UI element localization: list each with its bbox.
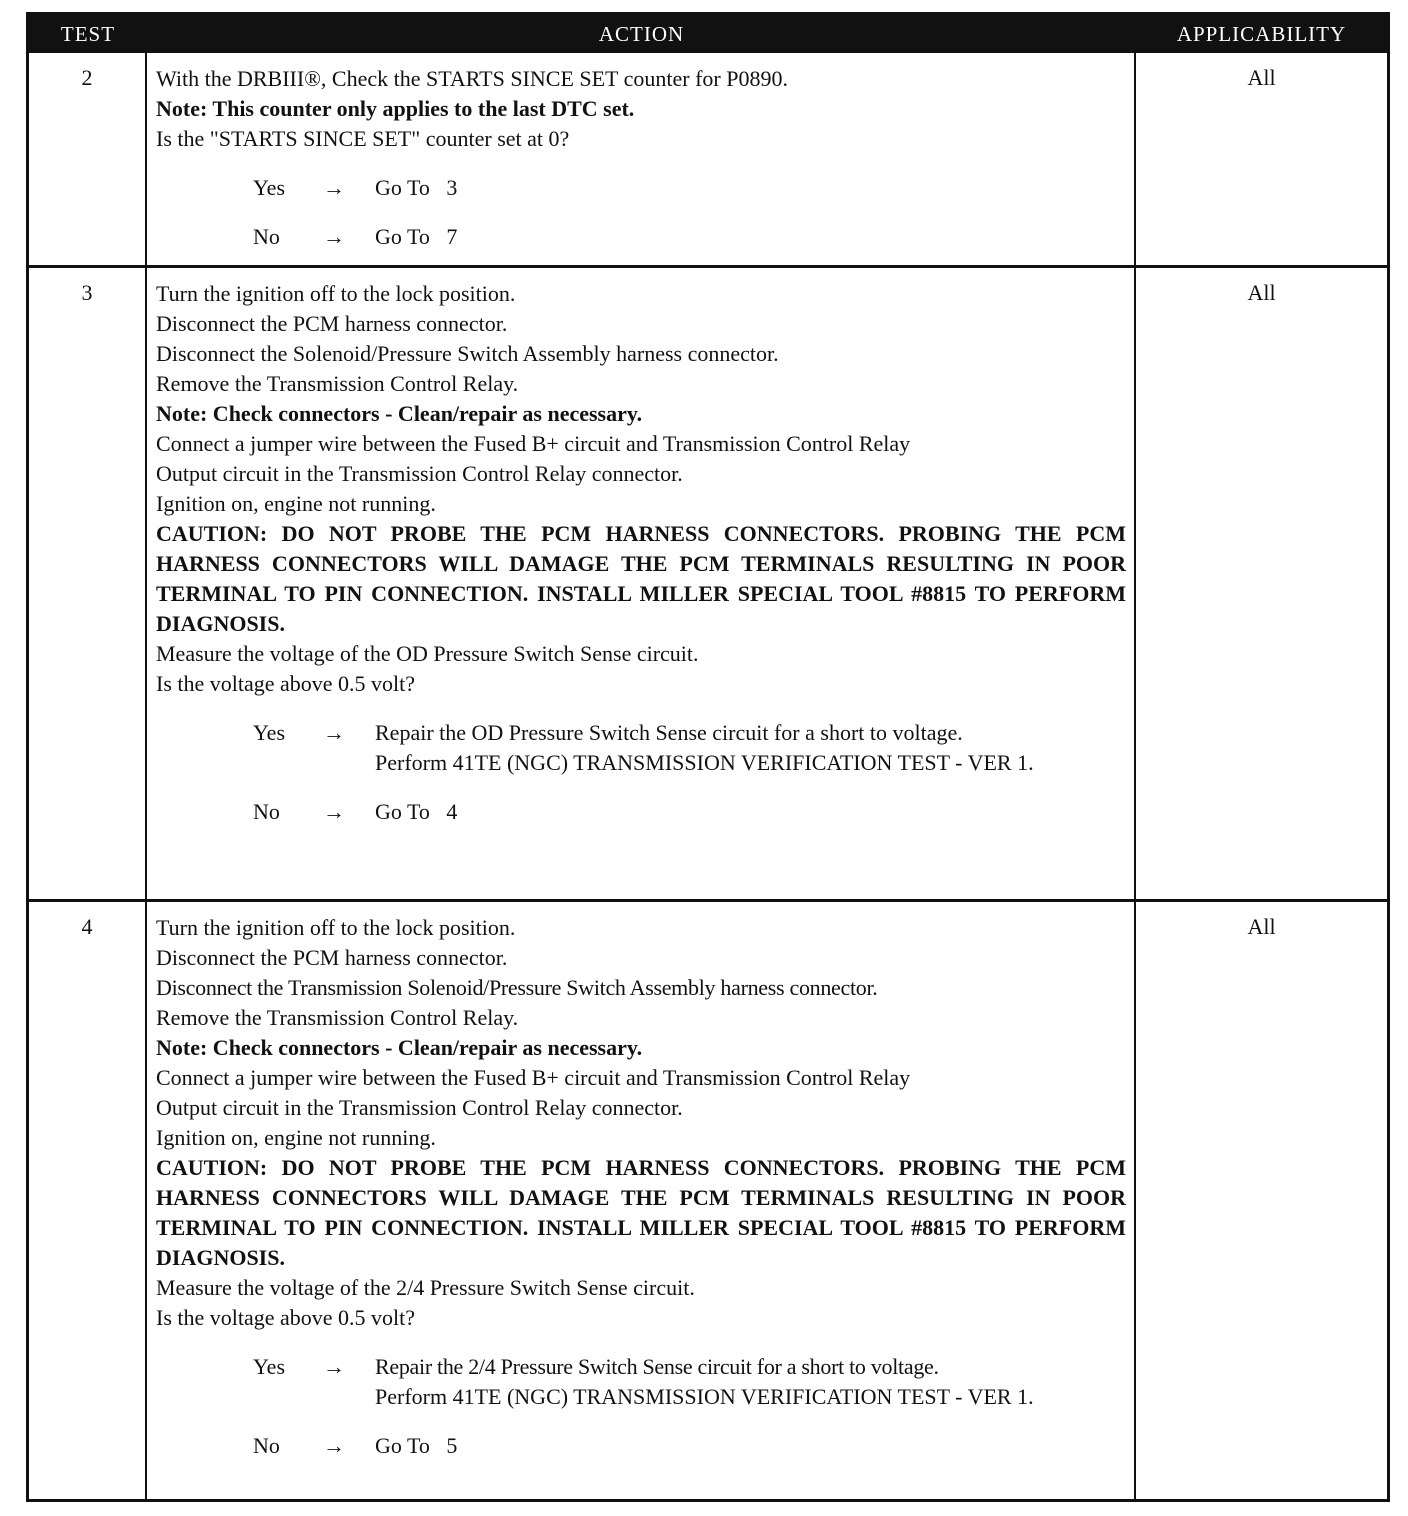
action-cell xyxy=(147,53,1136,265)
action-line: Measure the voltage of the OD Pressure Switch Sense circuit. xyxy=(156,641,699,666)
action-line: Connect a jumper wire between the Fused B+ circuit and Transmission Control Relay xyxy=(156,431,911,456)
note-line: Note: Check connectors - Clean/repair as necessary. xyxy=(156,401,643,426)
arrow-icon: → xyxy=(323,224,345,249)
yes-label: Yes xyxy=(253,1354,286,1379)
yes-label: Yes xyxy=(253,175,286,200)
no-text: Go To 5 xyxy=(375,1433,458,1458)
action-line: Output circuit in the Transmission Control Relay connector. xyxy=(156,1095,683,1120)
question-line: Is the "STARTS SINCE SET" counter set at 0? xyxy=(156,126,570,151)
caution-block: CAUTION: DO NOT PROBE THE PCM HARNESS CONNECTORS. PROBING THE PCM HARNESS CONNECTORS WILL DAMAGE THE PCM TERMINALS RESULTING IN POOR TERMINAL TO PIN CONNECTION. INSTALL MILLER SPECIAL TOOL #8815 TO PERFORM DIAGNOSIS. xyxy=(156,1155,1126,1270)
no-label: No xyxy=(253,799,280,824)
header-test: TEST xyxy=(60,22,116,46)
test-number: 2 xyxy=(29,53,147,265)
no-text: Go To 7 xyxy=(375,224,458,249)
action-line: Disconnect the Transmission Solenoid/Pressure Switch Assembly harness connector. xyxy=(156,975,878,1000)
table-header xyxy=(29,15,1387,53)
arrow-icon: → xyxy=(323,720,345,745)
action-line: Turn the ignition off to the lock position. xyxy=(156,281,516,306)
table-row-test-3 xyxy=(29,265,1387,899)
no-outcome xyxy=(156,1431,1126,1461)
diagnostic-table xyxy=(26,12,1390,1502)
question-line: Is the voltage above 0.5 volt? xyxy=(156,671,416,696)
yes-text: Repair the 2/4 Pressure Switch Sense circuit for a short to voltage. Perform 41TE (NGC) TRANSMISSION VERIFICATION TEST - VER 1. xyxy=(375,1354,1034,1409)
no-text: Go To 4 xyxy=(375,799,458,824)
action-line: Turn the ignition off to the lock position. xyxy=(156,915,516,940)
header-applicability: APPLICABILITY xyxy=(1176,22,1347,46)
action-line: Disconnect the Solenoid/Pressure Switch Assembly harness connector. xyxy=(156,341,779,366)
applicability-value: All xyxy=(1247,914,1276,939)
no-outcome xyxy=(156,797,1126,827)
action-line: Measure the voltage of the 2/4 Pressure Switch Sense circuit. xyxy=(156,1275,695,1300)
test-number: 4 xyxy=(29,902,147,1499)
applicability-value: All xyxy=(1247,65,1276,90)
action-line: Remove the Transmission Control Relay. xyxy=(156,371,519,396)
test-number: 3 xyxy=(29,268,147,899)
yes-outcome xyxy=(156,718,1126,778)
no-outcome xyxy=(156,222,1126,252)
caution-block: CAUTION: DO NOT PROBE THE PCM HARNESS CONNECTORS. PROBING THE PCM HARNESS CONNECTORS WILL DAMAGE THE PCM TERMINALS RESULTING IN POOR TERMINAL TO PIN CONNECTION. INSTALL MILLER SPECIAL TOOL #8815 TO PERFORM DIAGNOSIS. xyxy=(156,521,1126,636)
no-label: No xyxy=(253,224,280,249)
action-line: Ignition on, engine not running. xyxy=(156,491,436,516)
arrow-icon: → xyxy=(323,1354,345,1379)
action-line: Ignition on, engine not running. xyxy=(156,1125,436,1150)
note-line: Note: This counter only applies to the last DTC set. xyxy=(156,96,635,121)
applicability-value: All xyxy=(1247,280,1276,305)
yes-text: Repair the OD Pressure Switch Sense circuit for a short to voltage. Perform 41TE (NGC) TRANSMISSION VERIFICATION TEST - VER 1. xyxy=(375,720,1034,775)
yes-outcome xyxy=(156,173,1126,203)
action-line: Remove the Transmission Control Relay. xyxy=(156,1005,519,1030)
question-line: Is the voltage above 0.5 volt? xyxy=(156,1305,416,1330)
table-row-test-2 xyxy=(29,53,1387,265)
header-action: ACTION xyxy=(598,22,685,46)
action-line: Output circuit in the Transmission Control Relay connector. xyxy=(156,461,683,486)
note-line: Note: Check connectors - Clean/repair as necessary. xyxy=(156,1035,643,1060)
arrow-icon: → xyxy=(323,1433,345,1458)
arrow-icon: → xyxy=(323,175,345,200)
action-line: Connect a jumper wire between the Fused B+ circuit and Transmission Control Relay xyxy=(156,1065,911,1090)
no-label: No xyxy=(253,1433,280,1458)
yes-text: Go To 3 xyxy=(375,175,458,200)
action-cell xyxy=(147,268,1136,899)
action-line: Disconnect the PCM harness connector. xyxy=(156,311,508,336)
table-row-test-4 xyxy=(29,899,1387,1499)
yes-outcome xyxy=(156,1352,1126,1412)
yes-label: Yes xyxy=(253,720,286,745)
action-line: With the DRBIII®, Check the STARTS SINCE SET counter for P0890. xyxy=(156,66,788,91)
arrow-icon: → xyxy=(323,799,345,824)
action-cell xyxy=(147,902,1136,1499)
action-line: Disconnect the PCM harness connector. xyxy=(156,945,508,970)
